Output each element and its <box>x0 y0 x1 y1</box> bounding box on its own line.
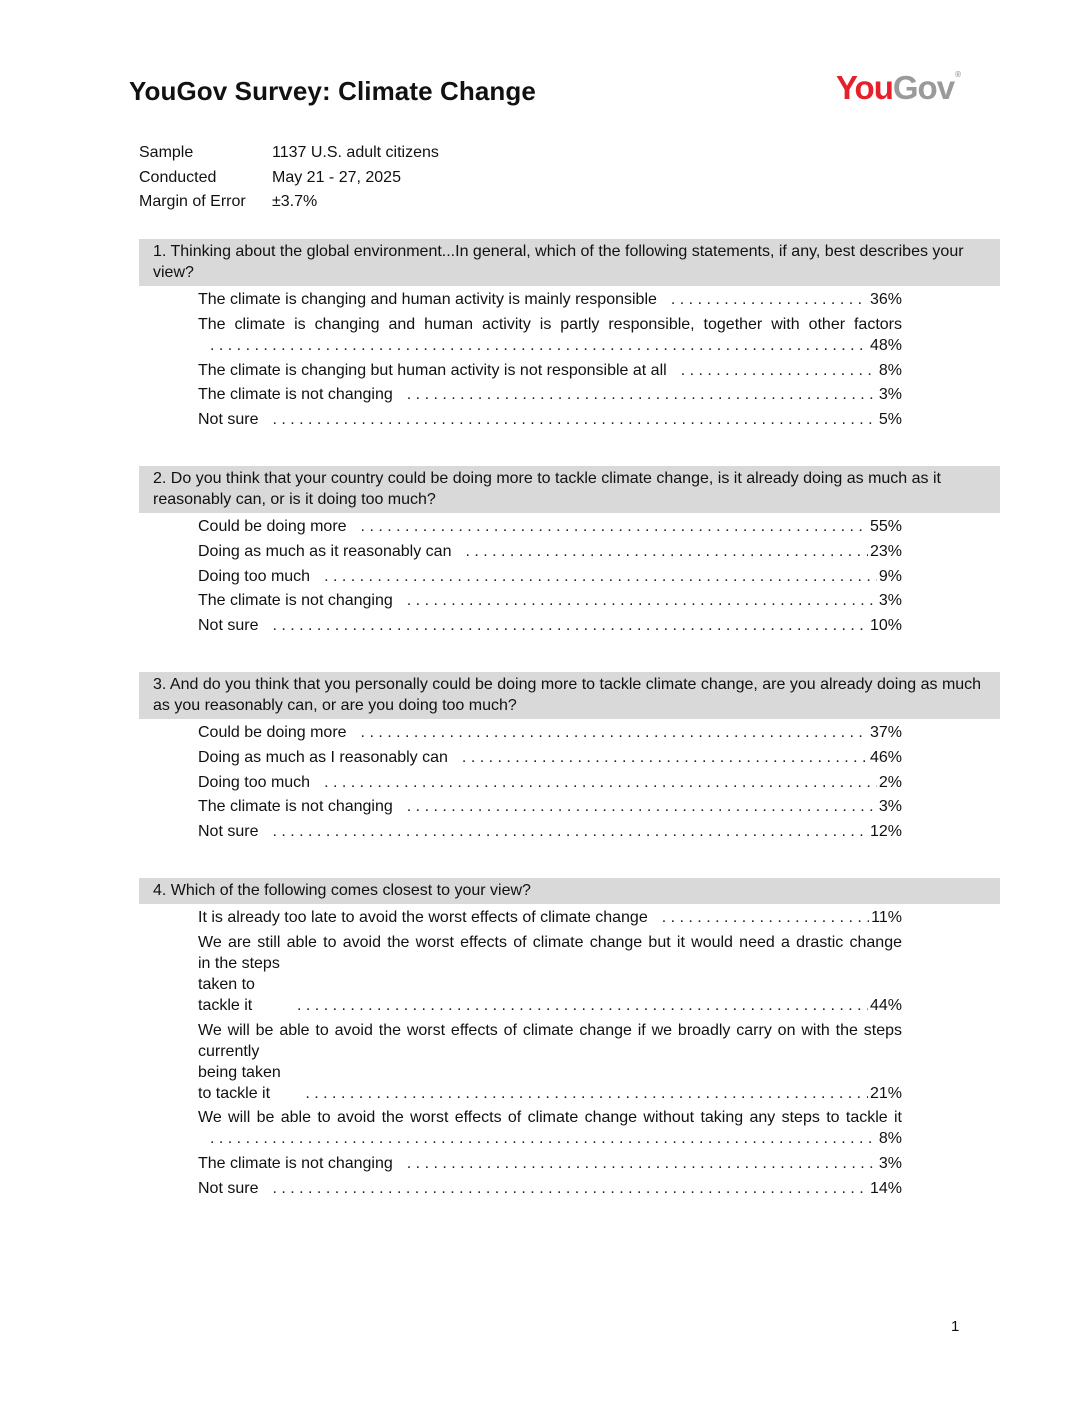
list-item: Doing as much as I reasonably can . . . 46% <box>198 747 902 768</box>
dot-leader <box>324 566 877 587</box>
question-2 <box>139 466 1000 640</box>
list-item: It is already too late to avoid the worst effects of climate change . . . 11% <box>198 907 902 928</box>
dot-leader <box>671 289 868 310</box>
dot-leader <box>272 821 868 842</box>
list-item: We will be able to avoid the worst effects of climate change without taking any steps to tackle it . . . 8% <box>198 1107 902 1149</box>
list-item: Not sure . . . 14% <box>198 1178 902 1199</box>
option-percent: 44% <box>869 996 902 1014</box>
option-percent: 9% <box>878 567 902 585</box>
option-list <box>198 289 902 430</box>
meta-row-margin <box>139 193 439 218</box>
dot-leader <box>210 1128 877 1149</box>
option-percent: 3% <box>878 798 902 816</box>
meta-label: Conducted <box>139 168 217 186</box>
list-item: Doing too much . . . 9% <box>198 566 902 587</box>
question-text: 4. Which of the following comes closest to your view? <box>139 878 1000 904</box>
dot-leader <box>324 772 877 793</box>
question-text: 2. Do you think that your country could be doing more to tackle climate change, is it already doing as much as it reasonably can, or is it doing too much? <box>139 466 1000 513</box>
dot-leader <box>407 384 877 405</box>
list-item: Not sure . . . 5% <box>198 409 902 430</box>
dot-leader <box>305 1083 868 1104</box>
meta-row-sample <box>139 144 439 169</box>
dot-leader <box>272 615 868 636</box>
list-item: We will be able to avoid the worst effects of climate change if we broadly carry on with the steps currently being taken to tackle it . . . 21% <box>198 1020 902 1104</box>
meta-row-conducted <box>139 169 439 194</box>
dot-leader <box>407 590 877 611</box>
option-percent: 8% <box>878 1130 902 1148</box>
option-percent: 3% <box>878 592 902 610</box>
dot-leader <box>297 995 868 1016</box>
list-item: Doing too much . . . 2% <box>198 772 902 793</box>
dot-leader <box>407 796 877 817</box>
list-item: The climate is changing and human activity is mainly responsible . . . 36% <box>198 289 902 310</box>
dot-leader <box>662 907 869 928</box>
list-item: We are still able to avoid the worst effects of climate change but it would need a drastic change in the steps taken to tackle it . . . 44% <box>198 932 902 1016</box>
option-percent: 12% <box>869 823 902 841</box>
meta-value: 1137 U.S. adult citizens <box>272 144 439 161</box>
list-item: Could be doing more . . . 55% <box>198 516 902 537</box>
option-percent: 5% <box>878 411 902 429</box>
list-item: The climate is changing and human activity is partly responsible, together with other factors . . . 48% <box>198 314 902 356</box>
option-percent: 14% <box>869 1179 902 1197</box>
option-list <box>198 722 902 842</box>
page-number: 1 <box>951 1318 960 1335</box>
meta-value: May 21 - 27, 2025 <box>272 168 401 186</box>
dot-leader <box>361 516 868 537</box>
list-item: The climate is not changing . . . 3% <box>198 590 902 611</box>
question-1 <box>139 239 1000 434</box>
dot-leader <box>210 335 868 356</box>
option-percent: 8% <box>878 361 902 379</box>
list-item: The climate is not changing . . . 3% <box>198 1153 902 1174</box>
option-percent: 46% <box>869 748 902 766</box>
option-percent: 23% <box>869 542 902 560</box>
meta-label: Sample <box>139 144 194 161</box>
dot-leader <box>272 1178 868 1199</box>
question-3 <box>139 672 1000 846</box>
option-percent: 11% <box>871 909 902 926</box>
option-percent: 2% <box>878 773 902 791</box>
option-percent: 55% <box>869 518 902 535</box>
option-percent: 21% <box>869 1084 902 1102</box>
option-list <box>198 907 902 1199</box>
question-text: 3. And do you think that you personally could be doing more to tackle climate change, are you already doing as much as you reasonably can, or are you doing too much? <box>139 672 1000 719</box>
list-item: Could be doing more . . . 37% <box>198 722 902 743</box>
list-item: The climate is changing but human activity is not responsible at all . . . 8% <box>198 360 902 381</box>
option-percent: 36% <box>869 291 902 308</box>
option-percent: 48% <box>869 336 902 354</box>
dot-leader <box>361 722 868 743</box>
yougov-logo: YouGov® <box>836 69 960 106</box>
question-text: 1. Thinking about the global environment...In general, which of the following statements, if any, best describes your view? <box>139 239 1000 286</box>
dot-leader <box>681 360 877 381</box>
survey-meta <box>139 144 439 218</box>
option-list <box>198 516 902 636</box>
dot-leader <box>272 409 876 430</box>
list-item: Doing as much as it reasonably can . . . 23% <box>198 541 902 562</box>
dot-leader <box>407 1153 877 1174</box>
option-percent: 37% <box>869 724 902 741</box>
option-percent: 3% <box>878 1155 902 1173</box>
dot-leader <box>465 541 868 562</box>
list-item: The climate is not changing . . . 3% <box>198 796 902 817</box>
list-item: Not sure . . . 12% <box>198 821 902 842</box>
question-4 <box>139 878 1000 1203</box>
list-item: Not sure . . . 10% <box>198 615 902 636</box>
page-title: YouGov Survey: Climate Change <box>129 76 536 106</box>
meta-label: Margin of Error <box>139 193 246 210</box>
list-item: The climate is not changing . . . 3% <box>198 384 902 405</box>
dot-leader <box>462 747 868 768</box>
option-percent: 10% <box>869 617 902 635</box>
option-percent: 3% <box>878 386 902 404</box>
meta-value: ±3.7% <box>272 193 318 210</box>
